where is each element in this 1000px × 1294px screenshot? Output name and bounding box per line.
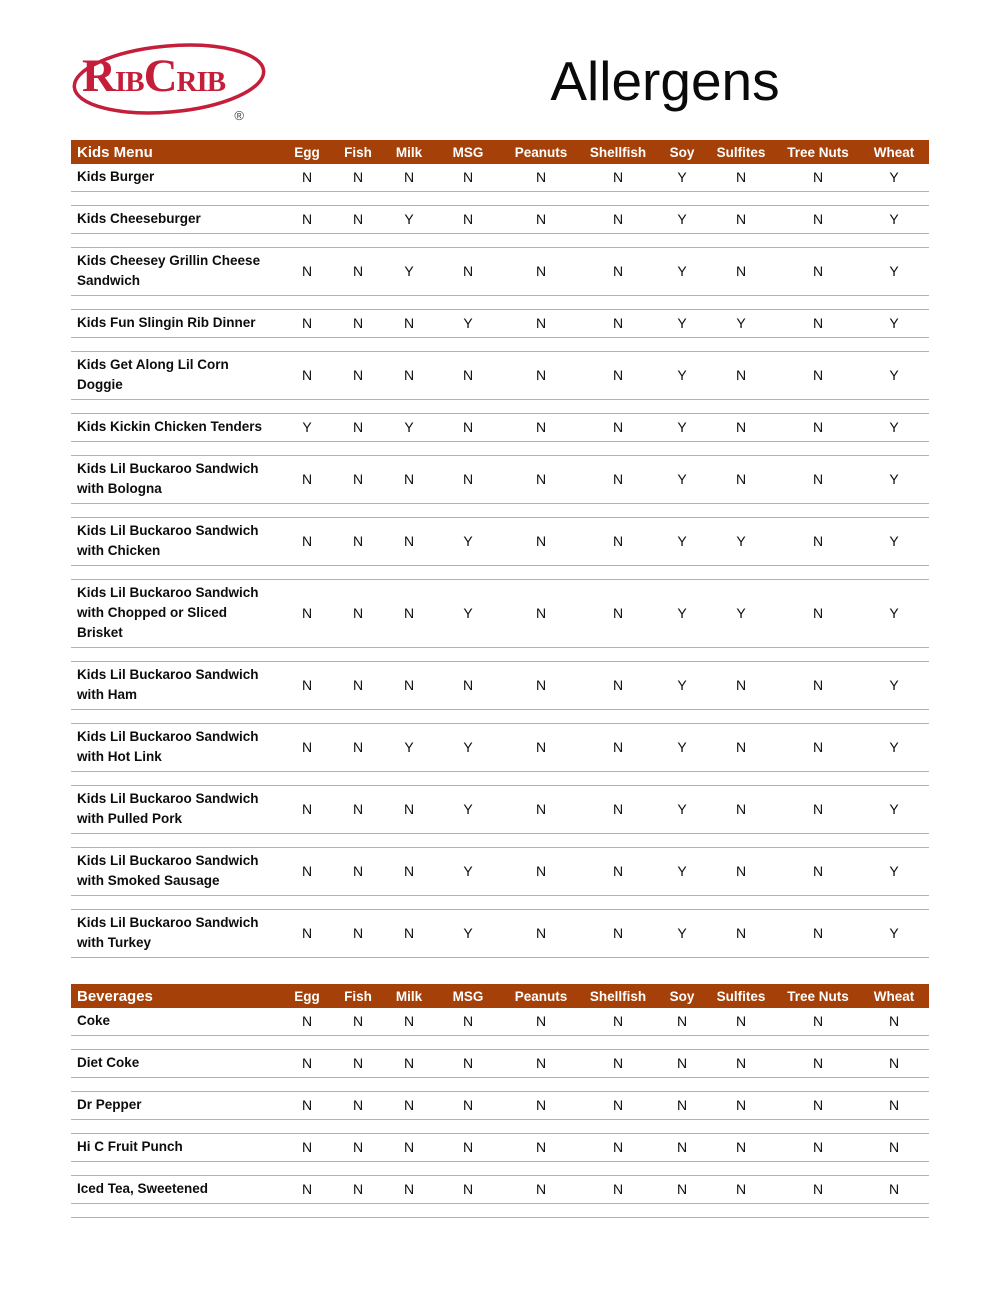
allergen-value: N <box>735 1013 747 1029</box>
allergen-value: N <box>352 533 364 549</box>
allergen-value: Y <box>677 263 687 279</box>
allergen-value: N <box>301 1055 313 1071</box>
table-row <box>71 205 929 234</box>
allergen-value: N <box>535 1013 547 1029</box>
allergen-value: N <box>403 1097 415 1113</box>
allergen-value: Y <box>677 367 687 383</box>
allergen-value: N <box>735 263 747 279</box>
allergen-value: N <box>888 1097 900 1113</box>
allergen-value: N <box>403 1139 415 1155</box>
allergen-value: N <box>676 1013 688 1029</box>
allergen-value: N <box>301 263 313 279</box>
allergen-value: N <box>462 1055 474 1071</box>
allergen-value: Y <box>677 863 687 879</box>
allergen-value: N <box>535 739 547 755</box>
allergen-value: Y <box>889 211 899 227</box>
allergen-value: N <box>403 169 415 185</box>
allergen-value: N <box>301 1013 313 1029</box>
allergen-value: N <box>735 1139 747 1155</box>
allergen-value: N <box>301 367 313 383</box>
logo-letter: R <box>82 50 115 102</box>
allergen-value: N <box>612 367 624 383</box>
allergen-value: N <box>462 169 474 185</box>
allergen-value: Y <box>889 739 899 755</box>
allergen-value: Y <box>677 677 687 693</box>
allergen-value: Y <box>889 925 899 941</box>
allergen-value: N <box>812 169 824 185</box>
allergen-value: N <box>812 1013 824 1029</box>
allergen-value: N <box>535 367 547 383</box>
allergen-value: N <box>612 1097 624 1113</box>
allergen-value: Y <box>889 533 899 549</box>
item-name: Kids Lil Buckaroo Sandwich with Bologna <box>77 461 259 496</box>
column-header: Milk <box>395 988 423 1004</box>
allergen-value: N <box>735 419 747 435</box>
table-row <box>71 661 929 710</box>
allergen-value: N <box>888 1055 900 1071</box>
allergen-value: N <box>812 367 824 383</box>
allergen-value: N <box>812 1055 824 1071</box>
allergen-value: N <box>535 263 547 279</box>
allergen-value: N <box>812 863 824 879</box>
allergen-value: N <box>812 1097 824 1113</box>
trailing-separator <box>71 1217 929 1218</box>
allergen-value: N <box>403 605 415 621</box>
allergen-value: Y <box>677 605 687 621</box>
allergen-value: Y <box>463 863 473 879</box>
allergen-value: N <box>352 1097 364 1113</box>
allergen-value: N <box>352 1013 364 1029</box>
allergen-value: N <box>403 533 415 549</box>
allergen-value: N <box>462 1013 474 1029</box>
allergen-value: N <box>301 1139 313 1155</box>
allergen-value: Y <box>302 419 312 435</box>
allergen-value: N <box>462 419 474 435</box>
allergen-value: N <box>403 801 415 817</box>
allergen-value: N <box>403 315 415 331</box>
allergen-value: N <box>735 863 747 879</box>
allergen-value: N <box>535 677 547 693</box>
allergen-value: N <box>812 533 824 549</box>
allergen-value: Y <box>677 211 687 227</box>
allergen-value: N <box>812 263 824 279</box>
table-row <box>71 455 929 504</box>
table-row <box>71 1008 929 1036</box>
allergen-value: N <box>612 605 624 621</box>
allergen-value: N <box>301 1181 313 1197</box>
allergen-value: N <box>535 419 547 435</box>
table-row <box>71 309 929 338</box>
allergen-value: N <box>403 367 415 383</box>
allergen-value: N <box>612 315 624 331</box>
allergen-value: Y <box>463 801 473 817</box>
allergen-value: N <box>535 1139 547 1155</box>
allergen-value: N <box>676 1181 688 1197</box>
item-name: Iced Tea, Sweetened <box>77 1181 209 1196</box>
allergen-value: N <box>735 1097 747 1113</box>
allergen-value: N <box>812 801 824 817</box>
allergen-value: N <box>462 471 474 487</box>
allergen-value: Y <box>889 263 899 279</box>
allergen-value: N <box>888 1013 900 1029</box>
allergen-value: N <box>612 677 624 693</box>
table-row <box>71 579 929 648</box>
column-header: Soy <box>669 988 695 1004</box>
allergen-value: N <box>352 801 364 817</box>
allergen-value: N <box>352 315 364 331</box>
column-header: Sulfites <box>716 144 766 160</box>
allergen-value: N <box>612 533 624 549</box>
allergen-value: N <box>535 315 547 331</box>
column-header: Sulfites <box>716 988 766 1004</box>
allergen-value: N <box>612 263 624 279</box>
column-header: Egg <box>294 144 320 160</box>
allergen-value: Y <box>889 315 899 331</box>
allergen-value: N <box>301 677 313 693</box>
table-row <box>71 1175 929 1204</box>
section-header-band <box>71 984 929 1008</box>
allergen-value: N <box>301 533 313 549</box>
allergen-value: N <box>812 1139 824 1155</box>
allergen-value: N <box>462 1097 474 1113</box>
allergen-value: N <box>535 801 547 817</box>
allergen-value: N <box>612 739 624 755</box>
allergen-value: N <box>301 1097 313 1113</box>
allergen-value: N <box>352 605 364 621</box>
allergen-value: N <box>612 863 624 879</box>
allergen-value: Y <box>736 605 746 621</box>
allergen-value: N <box>301 925 313 941</box>
allergen-value: Y <box>463 315 473 331</box>
column-header: Wheat <box>873 144 915 160</box>
column-header: Soy <box>669 144 695 160</box>
item-name: Coke <box>77 1013 111 1028</box>
allergen-value: N <box>301 801 313 817</box>
column-header: Fish <box>344 988 372 1004</box>
allergen-value: N <box>812 605 824 621</box>
allergen-value: N <box>301 863 313 879</box>
page-header <box>0 0 1000 140</box>
allergen-value: Y <box>889 471 899 487</box>
allergen-value: N <box>812 211 824 227</box>
allergen-value: N <box>812 419 824 435</box>
column-header: MSG <box>452 988 484 1004</box>
allergen-value: N <box>301 211 313 227</box>
allergen-value: N <box>612 1055 624 1071</box>
allergen-section <box>71 984 929 1218</box>
allergen-value: N <box>612 1013 624 1029</box>
item-name: Kids Burger <box>77 169 155 184</box>
logo-wordmark <box>82 50 262 102</box>
allergen-value: Y <box>677 801 687 817</box>
allergen-value: N <box>462 367 474 383</box>
allergen-value: Y <box>889 367 899 383</box>
allergen-value: N <box>812 471 824 487</box>
allergen-value: Y <box>889 677 899 693</box>
allergen-value: N <box>735 211 747 227</box>
allergen-value: N <box>403 863 415 879</box>
allergen-section <box>71 140 929 958</box>
column-header: Shellfish <box>589 988 647 1004</box>
allergen-value: N <box>462 211 474 227</box>
allergen-value: N <box>535 1097 547 1113</box>
allergen-value: N <box>352 367 364 383</box>
item-name: Diet Coke <box>77 1055 140 1070</box>
allergen-value: N <box>352 1181 364 1197</box>
item-name: Kids Kickin Chicken Tenders <box>77 419 263 434</box>
item-name: Kids Lil Buckaroo Sandwich with Chicken <box>77 523 259 558</box>
allergen-value: N <box>535 1055 547 1071</box>
allergen-value: N <box>612 925 624 941</box>
table-row <box>71 723 929 772</box>
allergen-value: N <box>735 1181 747 1197</box>
allergen-value: N <box>535 211 547 227</box>
allergen-value: Y <box>677 419 687 435</box>
allergen-value: N <box>352 471 364 487</box>
allergen-value: Y <box>677 471 687 487</box>
table-row <box>71 1049 929 1078</box>
section-header-band <box>71 140 929 164</box>
allergen-value: N <box>535 169 547 185</box>
allergen-value: N <box>352 677 364 693</box>
allergen-value: Y <box>404 211 414 227</box>
allergen-value: N <box>735 471 747 487</box>
allergen-value: N <box>352 169 364 185</box>
allergen-value: N <box>352 925 364 941</box>
allergen-value: N <box>735 739 747 755</box>
column-header: Fish <box>344 144 372 160</box>
allergen-value: N <box>535 533 547 549</box>
allergen-value: N <box>812 739 824 755</box>
ribcrib-logo <box>72 39 272 123</box>
item-name: Dr Pepper <box>77 1097 142 1112</box>
table-row <box>71 351 929 400</box>
allergen-value: N <box>812 315 824 331</box>
allergen-value: N <box>735 925 747 941</box>
allergen-value: N <box>462 677 474 693</box>
table-row <box>71 517 929 566</box>
allergen-value: N <box>301 315 313 331</box>
allergen-value: N <box>403 925 415 941</box>
item-name: Kids Lil Buckaroo Sandwich with Chopped or Sliced Brisket <box>77 585 259 640</box>
allergen-value: N <box>812 677 824 693</box>
allergen-value: N <box>735 801 747 817</box>
allergen-value: N <box>352 419 364 435</box>
column-header: Shellfish <box>589 144 647 160</box>
allergen-value: Y <box>889 169 899 185</box>
allergen-value: N <box>612 471 624 487</box>
allergen-value: N <box>535 863 547 879</box>
table-row <box>71 785 929 834</box>
allergen-value: N <box>301 169 313 185</box>
allergen-value: N <box>612 419 624 435</box>
allergen-value: N <box>888 1139 900 1155</box>
allergen-value: Y <box>404 419 414 435</box>
allergen-value: Y <box>404 263 414 279</box>
allergen-value: Y <box>677 315 687 331</box>
allergen-value: N <box>352 739 364 755</box>
allergen-value: N <box>535 605 547 621</box>
allergen-value: N <box>612 1181 624 1197</box>
column-header: MSG <box>452 144 484 160</box>
allergen-value: N <box>676 1139 688 1155</box>
allergen-value: Y <box>463 533 473 549</box>
allergen-value: N <box>462 263 474 279</box>
item-name: Kids Cheeseburger <box>77 211 201 226</box>
table-row <box>71 909 929 958</box>
allergen-value: N <box>301 739 313 755</box>
allergen-value: N <box>462 1181 474 1197</box>
allergen-value: N <box>462 1139 474 1155</box>
allergen-value: N <box>535 1181 547 1197</box>
page-title: Allergens <box>550 50 780 112</box>
allergen-value: Y <box>889 863 899 879</box>
item-name: Kids Lil Buckaroo Sandwich with Ham <box>77 667 259 702</box>
logo-letter: C <box>143 50 177 102</box>
allergen-value: N <box>676 1055 688 1071</box>
item-name: Kids Cheesey Grillin Cheese Sandwich <box>77 253 261 288</box>
allergen-value: Y <box>463 925 473 941</box>
allergen-value: Y <box>677 925 687 941</box>
column-header: Egg <box>294 988 320 1004</box>
allergen-value: N <box>676 1097 688 1113</box>
table-row <box>71 1091 929 1120</box>
allergen-value: N <box>403 1013 415 1029</box>
allergen-value: N <box>735 367 747 383</box>
allergen-value: N <box>612 169 624 185</box>
allergen-value: Y <box>677 533 687 549</box>
allergen-value: Y <box>889 605 899 621</box>
allergen-value: Y <box>889 801 899 817</box>
allergen-value: N <box>888 1181 900 1197</box>
allergen-value: N <box>735 1055 747 1071</box>
allergen-value: N <box>535 471 547 487</box>
allergen-value: N <box>403 677 415 693</box>
item-name: Kids Get Along Lil Corn Doggie <box>77 357 229 392</box>
item-name: Hi C Fruit Punch <box>77 1139 183 1154</box>
allergen-value: N <box>735 677 747 693</box>
allergen-value: Y <box>404 739 414 755</box>
allergen-value: N <box>352 1139 364 1155</box>
item-name: Kids Lil Buckaroo Sandwich with Pulled Pork <box>77 791 259 826</box>
allergen-value: N <box>352 1055 364 1071</box>
item-name: Kids Fun Slingin Rib Dinner <box>77 315 256 330</box>
registered-trademark-symbol: ® <box>234 108 244 123</box>
table-row <box>71 1133 929 1162</box>
table-row <box>71 413 929 442</box>
logo-letters: RIB <box>176 66 226 98</box>
allergen-value: N <box>535 925 547 941</box>
section-title: Kids Menu <box>77 143 153 161</box>
allergen-value: Y <box>889 419 899 435</box>
allergen-value: Y <box>677 739 687 755</box>
allergen-value: Y <box>736 533 746 549</box>
allergen-value: N <box>612 1139 624 1155</box>
logo-letters: IB <box>114 66 144 98</box>
allergen-value: N <box>612 211 624 227</box>
column-header: Peanuts <box>514 144 568 160</box>
allergen-value: N <box>735 169 747 185</box>
allergen-tables <box>71 140 929 1218</box>
column-header: Tree Nuts <box>787 144 849 160</box>
allergen-value: N <box>301 605 313 621</box>
allergen-value: N <box>403 1181 415 1197</box>
allergen-value: N <box>352 863 364 879</box>
column-header: Wheat <box>873 988 915 1004</box>
allergen-value: Y <box>677 169 687 185</box>
allergen-value: N <box>403 1055 415 1071</box>
table-row <box>71 247 929 296</box>
table-row <box>71 847 929 896</box>
allergen-value: Y <box>463 605 473 621</box>
allergen-value: N <box>352 263 364 279</box>
item-name: Kids Lil Buckaroo Sandwich with Smoked Sausage <box>77 853 259 888</box>
allergen-value: N <box>403 471 415 487</box>
column-header: Tree Nuts <box>787 988 849 1004</box>
item-name: Kids Lil Buckaroo Sandwich with Hot Link <box>77 729 259 764</box>
allergen-value: Y <box>736 315 746 331</box>
table-row <box>71 164 929 192</box>
item-name: Kids Lil Buckaroo Sandwich with Turkey <box>77 915 259 950</box>
section-title: Beverages <box>77 987 153 1005</box>
allergen-value: N <box>352 211 364 227</box>
column-header: Peanuts <box>514 988 568 1004</box>
allergen-value: Y <box>463 739 473 755</box>
allergen-value: N <box>812 1181 824 1197</box>
allergen-value: N <box>812 925 824 941</box>
allergen-value: N <box>301 471 313 487</box>
column-header: Milk <box>395 144 423 160</box>
allergen-value: N <box>612 801 624 817</box>
